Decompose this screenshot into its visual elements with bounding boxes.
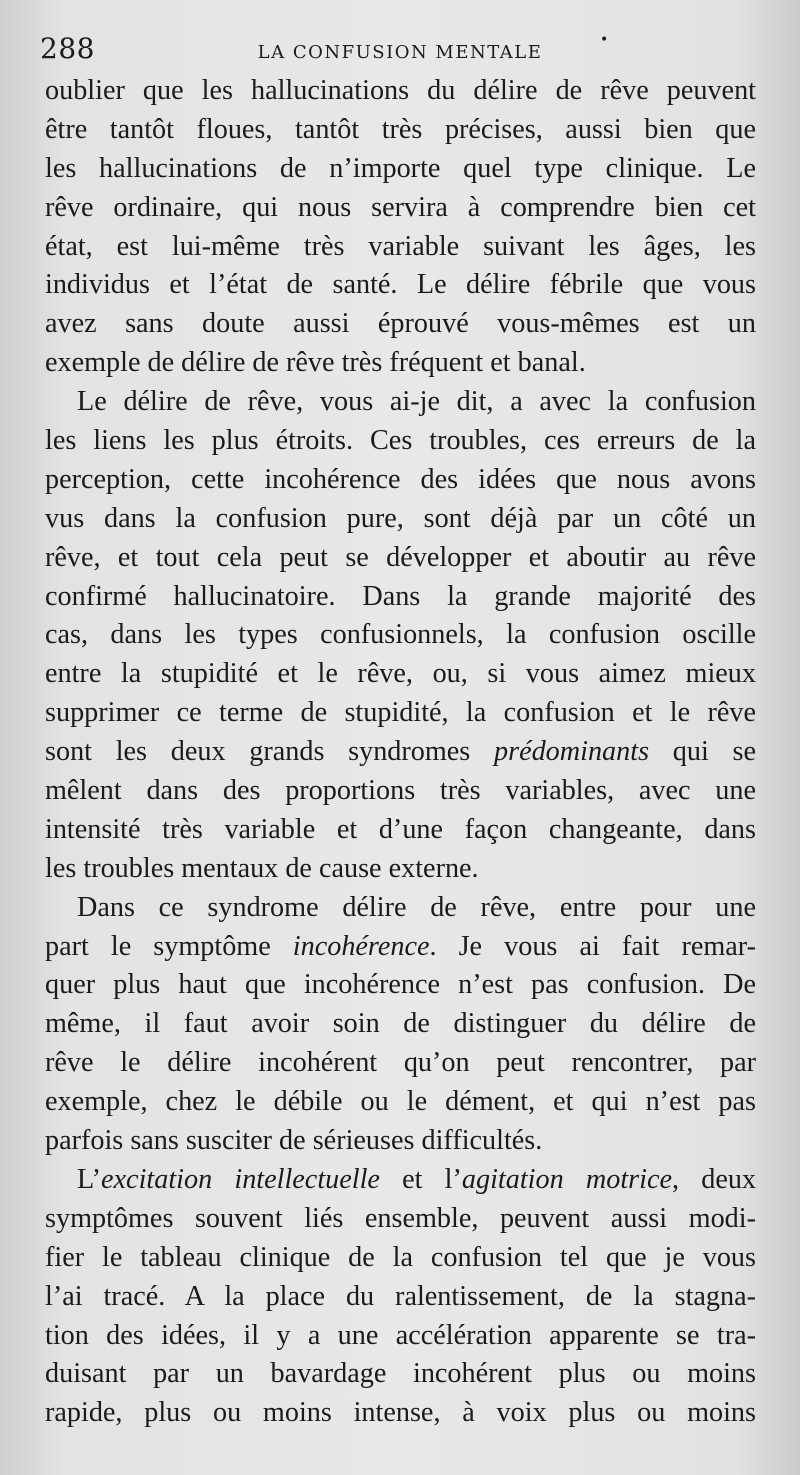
text-line: entre la stupidité et le rêve, ou, si vous aimez mieux <box>45 658 756 690</box>
line-text: sont les deux grands syndromes <box>45 736 495 768</box>
text-line: symptômes souvent liés ensemble, peuvent aussi modi- <box>45 1202 756 1234</box>
text-line: intensité très variable et d’une façon changeante, dans <box>45 813 756 845</box>
page-number: 288 <box>40 32 95 65</box>
italic-term: prédominants <box>494 736 650 768</box>
text-line-with-italic <box>45 928 756 967</box>
line-text: , deux <box>671 1163 757 1195</box>
text-line: individus et l’état de santé. Le délire fébrile que vous <box>45 269 756 301</box>
paragraph-start-line: Le délire de rêve, vous ai-je dit, a avec la confusion <box>77 386 756 418</box>
text-line: même, il faut avoir soin de distinguer du délire de <box>45 1008 756 1040</box>
text-line: mêlent dans des proportions très variables, avec une <box>45 775 756 807</box>
text-line: rêve, et tout cela peut se développer et aboutir au rêve <box>45 541 756 573</box>
text-line: exemple, chez le débile ou le dément, et qui n’est pas <box>45 1086 756 1118</box>
print-mark: • <box>600 32 609 48</box>
text-line: perception, cette incohérence des idées que nous avons <box>45 463 756 495</box>
paragraph-end-line: exemple de délire de rêve très fréquent et banal. <box>45 347 586 379</box>
line-text: et l’ <box>379 1163 462 1195</box>
paragraph-start-line: Dans ce syndrome délire de rêve, entre pour une <box>77 891 756 923</box>
body-text <box>45 72 756 1433</box>
italic-term: excitation intellectuelle <box>101 1163 380 1195</box>
line-text: L’ <box>77 1163 102 1195</box>
text-line: avez sans doute aussi éprouvé vous-mêmes est un <box>45 308 756 340</box>
text-line: rêve le délire incohérent qu’on peut rencontrer, par <box>45 1047 756 1079</box>
line-text: part le symptôme <box>45 930 293 962</box>
text-line: duisant par un bavardage incohérent plus ou moins <box>45 1358 756 1390</box>
line-text: qui se <box>649 736 756 768</box>
text-line-with-italic <box>45 733 756 772</box>
text-line: vus dans la confusion pure, sont déjà par un côté un <box>45 502 756 534</box>
paragraph-start-line-with-italic <box>45 1161 756 1200</box>
italic-term: agitation motrice <box>461 1163 672 1195</box>
text-line: l’ai tracé. A la place du ralentissement, de la stagna- <box>45 1280 756 1312</box>
line-text: . Je vous ai fait remar- <box>429 930 757 962</box>
text-line: supprimer ce terme de stupidité, la confusion et le rêve <box>45 697 756 729</box>
text-line: être tantôt floues, tantôt très précises, aussi bien que <box>45 113 756 145</box>
running-title: LA CONFUSION MENTALE <box>257 42 543 63</box>
italic-term: incohérence <box>292 930 430 962</box>
text-line: les hallucinations de n’importe quel type clinique. Le <box>45 152 756 184</box>
text-line: confirmé hallucinatoire. Dans la grande majorité des <box>45 580 756 612</box>
text-line: les liens les plus étroits. Ces troubles, ces erreurs de la <box>45 425 756 457</box>
text-line: cas, dans les types confusionnels, la confusion oscille <box>45 619 756 651</box>
text-line: fier le tableau clinique de la confusion tel que je vous <box>45 1241 756 1273</box>
text-line: tion des idées, il y a une accélération apparente se tra- <box>45 1319 756 1351</box>
paragraph-end-line: les troubles mentaux de cause externe. <box>45 852 479 884</box>
text-line: quer plus haut que incohérence n’est pas confusion. De <box>45 969 756 1001</box>
text-line: rapide, plus ou moins intense, à voix plus ou moins <box>45 1397 756 1429</box>
text-line: oublier que les hallucinations du délire de rêve peuvent <box>45 75 756 106</box>
page-header <box>40 28 760 72</box>
paragraph-end-line: parfois sans susciter de sérieuses difficultés. <box>45 1125 543 1157</box>
text-line: rêve ordinaire, qui nous servira à comprendre bien cet <box>45 191 756 223</box>
text-line: état, est lui-même très variable suivant les âges, les <box>45 230 756 262</box>
